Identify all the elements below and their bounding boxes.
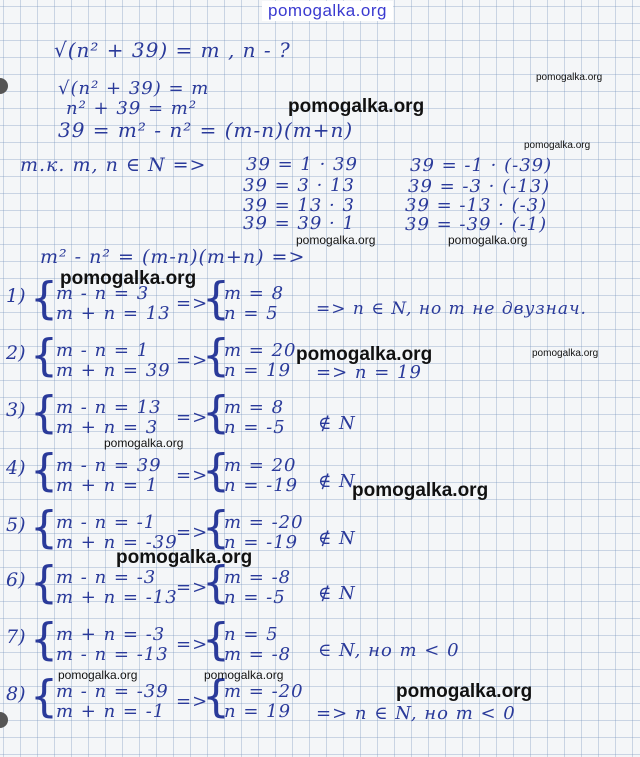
right-brace: {	[202, 557, 230, 608]
case-number: 6)	[6, 569, 26, 591]
left-brace: {	[30, 445, 58, 496]
watermark: pomogalka.org	[296, 233, 376, 247]
case-number: 7)	[6, 626, 26, 648]
conclusion: => n ∈ N, но m не двузнач.	[316, 299, 587, 319]
factor-pos-1: 39 = 1 · 39	[246, 154, 358, 175]
problem-statement: √(n² + 39) = m , n - ?	[54, 38, 291, 62]
case-number: 5)	[6, 514, 26, 536]
factor-neg-4: 39 = -39 · (-1)	[405, 214, 548, 235]
right-brace: {	[202, 502, 230, 553]
implies-arrow: =>	[176, 691, 209, 712]
system-eq-1: m - n = 39	[56, 455, 162, 476]
case-number: 8)	[6, 683, 26, 705]
watermark: pomogalka.org	[60, 268, 197, 289]
left-brace: {	[30, 502, 58, 553]
left-brace: {	[30, 273, 58, 324]
system-eq-2: m + n = 39	[56, 360, 171, 381]
case-number: 3)	[6, 399, 26, 421]
conclusion: ∈ N, но m < 0	[318, 640, 460, 661]
right-brace: {	[202, 387, 230, 438]
implies-arrow: =>	[176, 350, 209, 371]
solution-2: n = -5	[224, 587, 286, 608]
conclusion: ∉ N	[318, 413, 356, 434]
watermark: pomogalka.org	[396, 681, 533, 702]
binder-hole-2	[0, 712, 8, 728]
since-clause: т.к. m, n ∈ N =>	[20, 154, 207, 176]
watermark: pomogalka.org	[116, 547, 253, 568]
solution-1: m = 8	[224, 397, 285, 418]
factor-neg-3: 39 = -13 · (-3)	[405, 195, 548, 216]
watermark: pomogalka.org	[524, 140, 591, 151]
system-eq-1: m - n = -1	[56, 512, 157, 533]
implies-arrow: =>	[176, 522, 209, 543]
implies-arrow: =>	[176, 407, 209, 428]
system-eq-2: m + n = 1	[56, 475, 159, 496]
factor-neg-2: 39 = -3 · (-13)	[408, 176, 551, 197]
solution-1: n = 5	[224, 624, 279, 645]
system-eq-1: m + n = -3	[56, 624, 166, 645]
left-brace: {	[30, 387, 58, 438]
implies-arrow: =>	[176, 293, 209, 314]
case-number: 2)	[6, 342, 26, 364]
implies-arrow: =>	[176, 577, 209, 598]
watermark: pomogalka.org	[204, 668, 284, 682]
right-brace: {	[202, 671, 230, 722]
implies-arrow: =>	[176, 465, 209, 486]
system-eq-2: m + n = -1	[56, 701, 166, 722]
watermark: pomogalka.org	[536, 72, 603, 83]
left-brace: {	[30, 557, 58, 608]
factor-pos-3: 39 = 13 · 3	[243, 195, 355, 216]
right-brace: {	[202, 445, 230, 496]
conclusion: ∉ N	[318, 471, 356, 492]
left-brace: {	[30, 330, 58, 381]
solution-2: n = 19	[224, 701, 292, 722]
solution-2: n = -5	[224, 417, 286, 438]
binder-hole-1	[0, 78, 8, 94]
conclusion: => n = 19	[316, 362, 422, 383]
right-brace: {	[202, 273, 230, 324]
step-equation-3: 39 = m² - n² = (m-n)(m+n)	[58, 118, 354, 142]
system-eq-1: m - n = 1	[56, 340, 150, 361]
left-brace: {	[30, 614, 58, 665]
case-number: 1)	[6, 285, 26, 307]
right-brace: {	[202, 614, 230, 665]
system-eq-2: m + n = 13	[56, 303, 171, 324]
solution-2: n = -19	[224, 532, 299, 553]
solution-2: n = -19	[224, 475, 299, 496]
system-eq-1: m - n = -3	[56, 567, 157, 588]
system-eq-1: m - n = 3	[56, 283, 150, 304]
left-brace: {	[30, 671, 58, 722]
solution-2: n = 19	[224, 360, 292, 381]
watermark: pomogalka.org	[448, 233, 528, 247]
factor-pos-2: 39 = 3 · 13	[243, 175, 355, 196]
watermark: pomogalka.org	[288, 96, 425, 117]
system-eq-2: m - n = -13	[56, 644, 169, 665]
factor-neg-1: 39 = -1 · (-39)	[410, 155, 553, 176]
implies-arrow: =>	[176, 634, 209, 655]
solution-1: m = -8	[224, 567, 292, 588]
step-equation-1: √(n² + 39) = m	[58, 78, 210, 99]
solution-2: n = 5	[224, 303, 279, 324]
system-eq-1: m - n = -39	[56, 681, 169, 702]
factor-pos-4: 39 = 39 · 1	[243, 213, 355, 234]
watermark: pomogalka.org	[296, 344, 433, 365]
system-eq-2: m + n = 3	[56, 417, 159, 438]
solution-1: m = -20	[224, 512, 304, 533]
system-eq-1: m - n = 13	[56, 397, 162, 418]
top-watermark: pomogalka.org	[262, 1, 393, 21]
conclusion: ∉ N	[318, 528, 356, 549]
difference-of-squares: m² - n² = (m-n)(m+n) =>	[40, 246, 306, 268]
system-eq-2: m + n = -13	[56, 587, 178, 608]
right-brace: {	[202, 330, 230, 381]
watermark: pomogalka.org	[532, 348, 599, 359]
solution-1: m = 8	[224, 283, 285, 304]
system-eq-2: m + n = -39	[56, 532, 178, 553]
solution-1: m = 20	[224, 340, 297, 361]
solution-2: m = -8	[224, 644, 292, 665]
conclusion: ∉ N	[318, 583, 356, 604]
watermark: pomogalka.org	[104, 436, 184, 450]
step-equation-2: n² + 39 = m²	[66, 98, 198, 119]
solution-1: m = 20	[224, 455, 297, 476]
solution-1: m = -20	[224, 681, 304, 702]
watermark: pomogalka.org	[352, 480, 489, 501]
conclusion: => n ∈ N, но m < 0	[316, 703, 516, 724]
case-number: 4)	[6, 457, 26, 479]
watermark: pomogalka.org	[58, 668, 138, 682]
